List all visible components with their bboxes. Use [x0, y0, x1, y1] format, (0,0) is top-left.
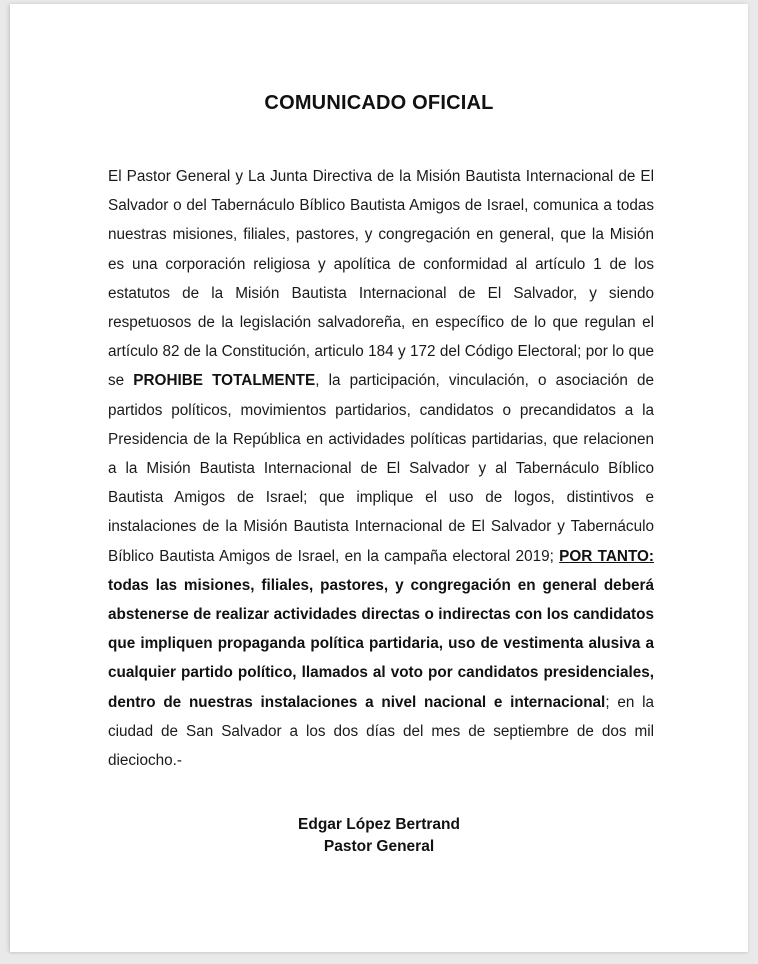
document-title: COMUNICADO OFICIAL [264, 92, 494, 114]
por-tanto-emphasis: POR TANTO: [559, 547, 655, 565]
document-page [10, 4, 748, 952]
body-paragraph [108, 162, 654, 775]
body-text-closing: ; en la ciudad de San Salvador a los dos días del mes de septiembre de dos mil dieciocho.- [108, 693, 654, 770]
signatory-name: Edgar López Bertrand [298, 816, 460, 833]
prohibition-emphasis: PROHIBE TOTALMENTE [133, 372, 316, 390]
body-text-part-2: , la participación, vinculación, o asociación de partidos políticos, movimientos partidarios, candidatos o precandidatos a la Presidencia de la República en actividades políticas partidarias, que relacionen a la Misión Bautista Internacional de El Salvador y al Tabernáculo Bíblico Bautista Amigos de Israel; que implique el uso de logos, distintivos e instalaciones de la Misión Bautista Internacional de El Salvador y Tabernáculo Bíblico Bautista Amigos de Israel, en la campaña electoral 2019; [108, 372, 655, 565]
signatory-role: Pastor General [323, 838, 435, 855]
body-text-part-1: El Pastor General y La Junta Directiva de la Misión Bautista Internacional de El Salvador o del Tabernáculo Bíblico Bautista Amigos de Israel, comunica a todas nuestras misiones, filiales, pastores, y congregación en general, que la Misión es una corporación religiosa y apolítica de conformidad al artículo 1 de los estatutos de la Misión Bautista Internacional de El Salvador, y siendo respetuosos de la legislación salvadoreña, en específico de lo que regulan el artículo 82 de la Constitución, articulo 184 y 172 del Código Electoral; por lo que se [108, 168, 654, 390]
resolution-bold-text: todas las misiones, filiales, pastores, y congregación en general deberá abstenerse de realizar actividades directas o indirectas con los candidatos que impliquen propaganda política partidaria, uso de vestimenta alusiva a cualquier partido político, llamados al voto por candidatos presidenciales, dentro de nuestras instalaciones a nivel nacional e internacional [108, 576, 654, 711]
signature-block [10, 814, 748, 858]
